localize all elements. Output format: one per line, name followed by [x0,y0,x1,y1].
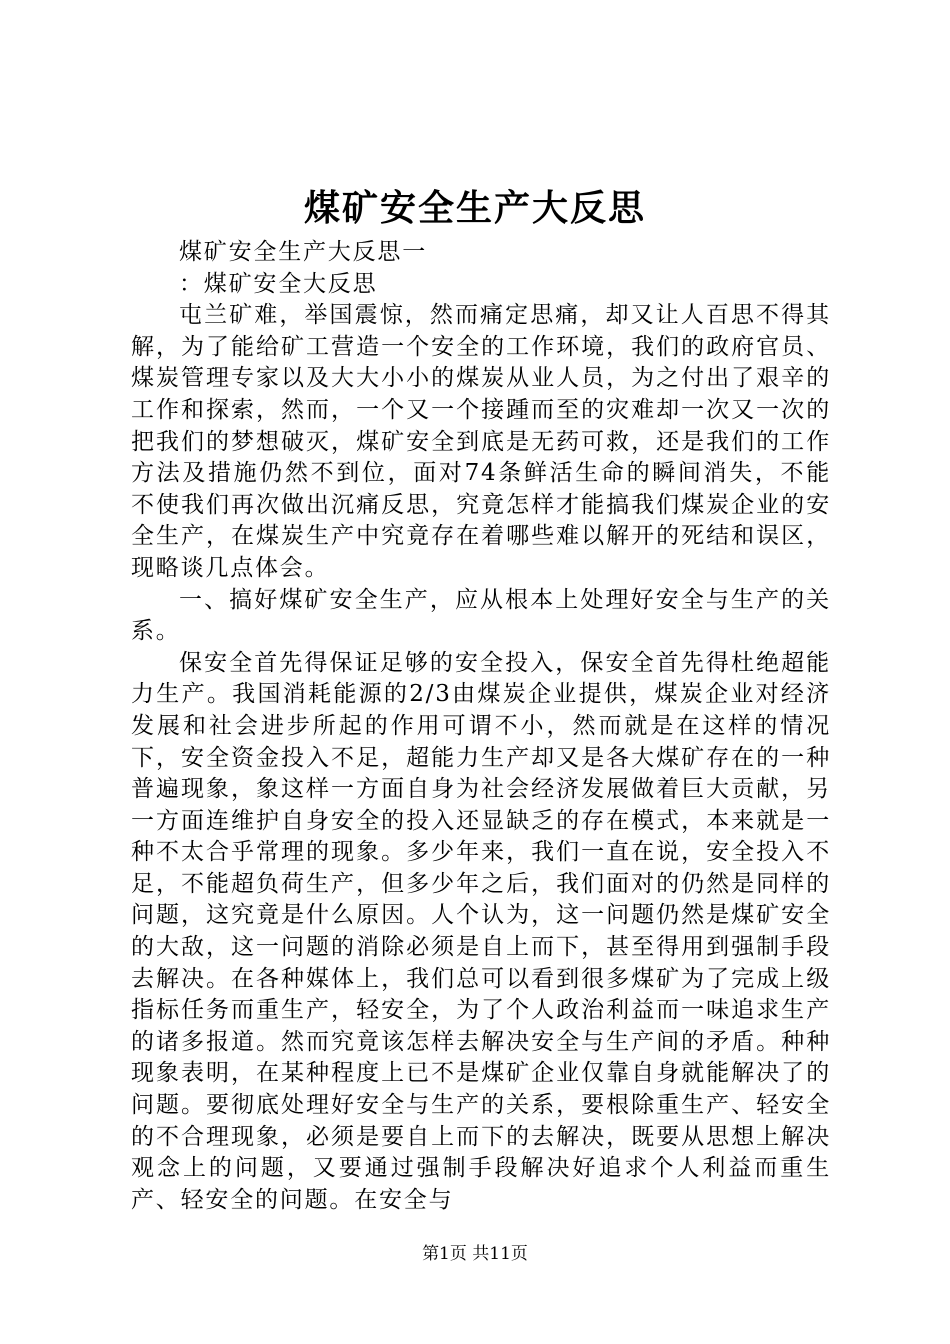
paragraph-heading-1: 一、搞好煤矿安全生产，应从根本上处理好安全与生产的关系。 [131,586,831,645]
paragraph-intro: 屯兰矿难，举国震惊，然而痛定思痛，却又让人百思不得其解，为了能给矿工营造一个安全的工作环境，我们的政府官员、煤炭管理专家以及大大小小的煤炭从业人员，为之付出了艰辛的工作和探索，然而，一个又一个接踵而至的灾难却一次又一次的把我们的梦想破灭，煤矿安全到底是无药可救，还是我们的工作方法及措施仍然不到位，面对74条鲜活生命的瞬间消失，不能不使我们再次做出沉痛反思，究竟怎样才能搞我们煤炭企业的安全生产，在煤炭生产中究竟存在着哪些难以解开的死结和误区，现略谈几点体会。 [131,302,831,581]
page-number-footer: 第1页 共11页 [422,1244,528,1264]
subtitle-line-2: ：煤矿安全大反思 [179,270,378,297]
subtitle-line-1: 煤矿安全生产大反思一 [179,239,427,265]
document-body [131,237,831,1216]
document-title: 煤矿安全生产大反思 [303,187,646,229]
paragraph-body-1: 保安全首先得保证足够的安全投入，保安全首先得杜绝超能力生产。我国消耗能源的2/3由煤炭企业提供，煤炭企业对经济发展和社会进步所起的作用可谓不小，然而就是在这样的情况下，安全资金投入不足，超能力生产却又是各大煤矿存在的一种普遍现象，象这样一方面自身为社会经济发展做着巨大贡献，另一方面连维护自身安全的投入还显缺乏的存在模式，本来就是一种不太合乎常理的现象。多少年来，我们一直在说，安全投入不足，不能超负荷生产，但多少年之后，我们面对的仍然是同样的问题，这究竟是什么原因。人个认为，这一问题仍然是煤矿安全的大敌，这一问题的消除必须是自上而下，甚至得用到强制手段去解决。在各种媒体上，我们总可以看到很多煤矿为了完成上级指标任务而重生产，轻安全，为了个人政治利益而一味追求生产的诸多报道。然而究竟该怎样去解决安全与生产间的矛盾。种种现象表明，在某种程度上已不是煤矿企业仅靠自身就能解决了的问题。要彻底处理好安全与生产的关系，要根除重生产、轻安全的不合理现象，必须是要自上而下的去解决，既要从思想上解决观念上的问题，又要通过强制手段解决好追求个人利益而重生产、轻安全的问题。在安全与 [131,649,831,1213]
